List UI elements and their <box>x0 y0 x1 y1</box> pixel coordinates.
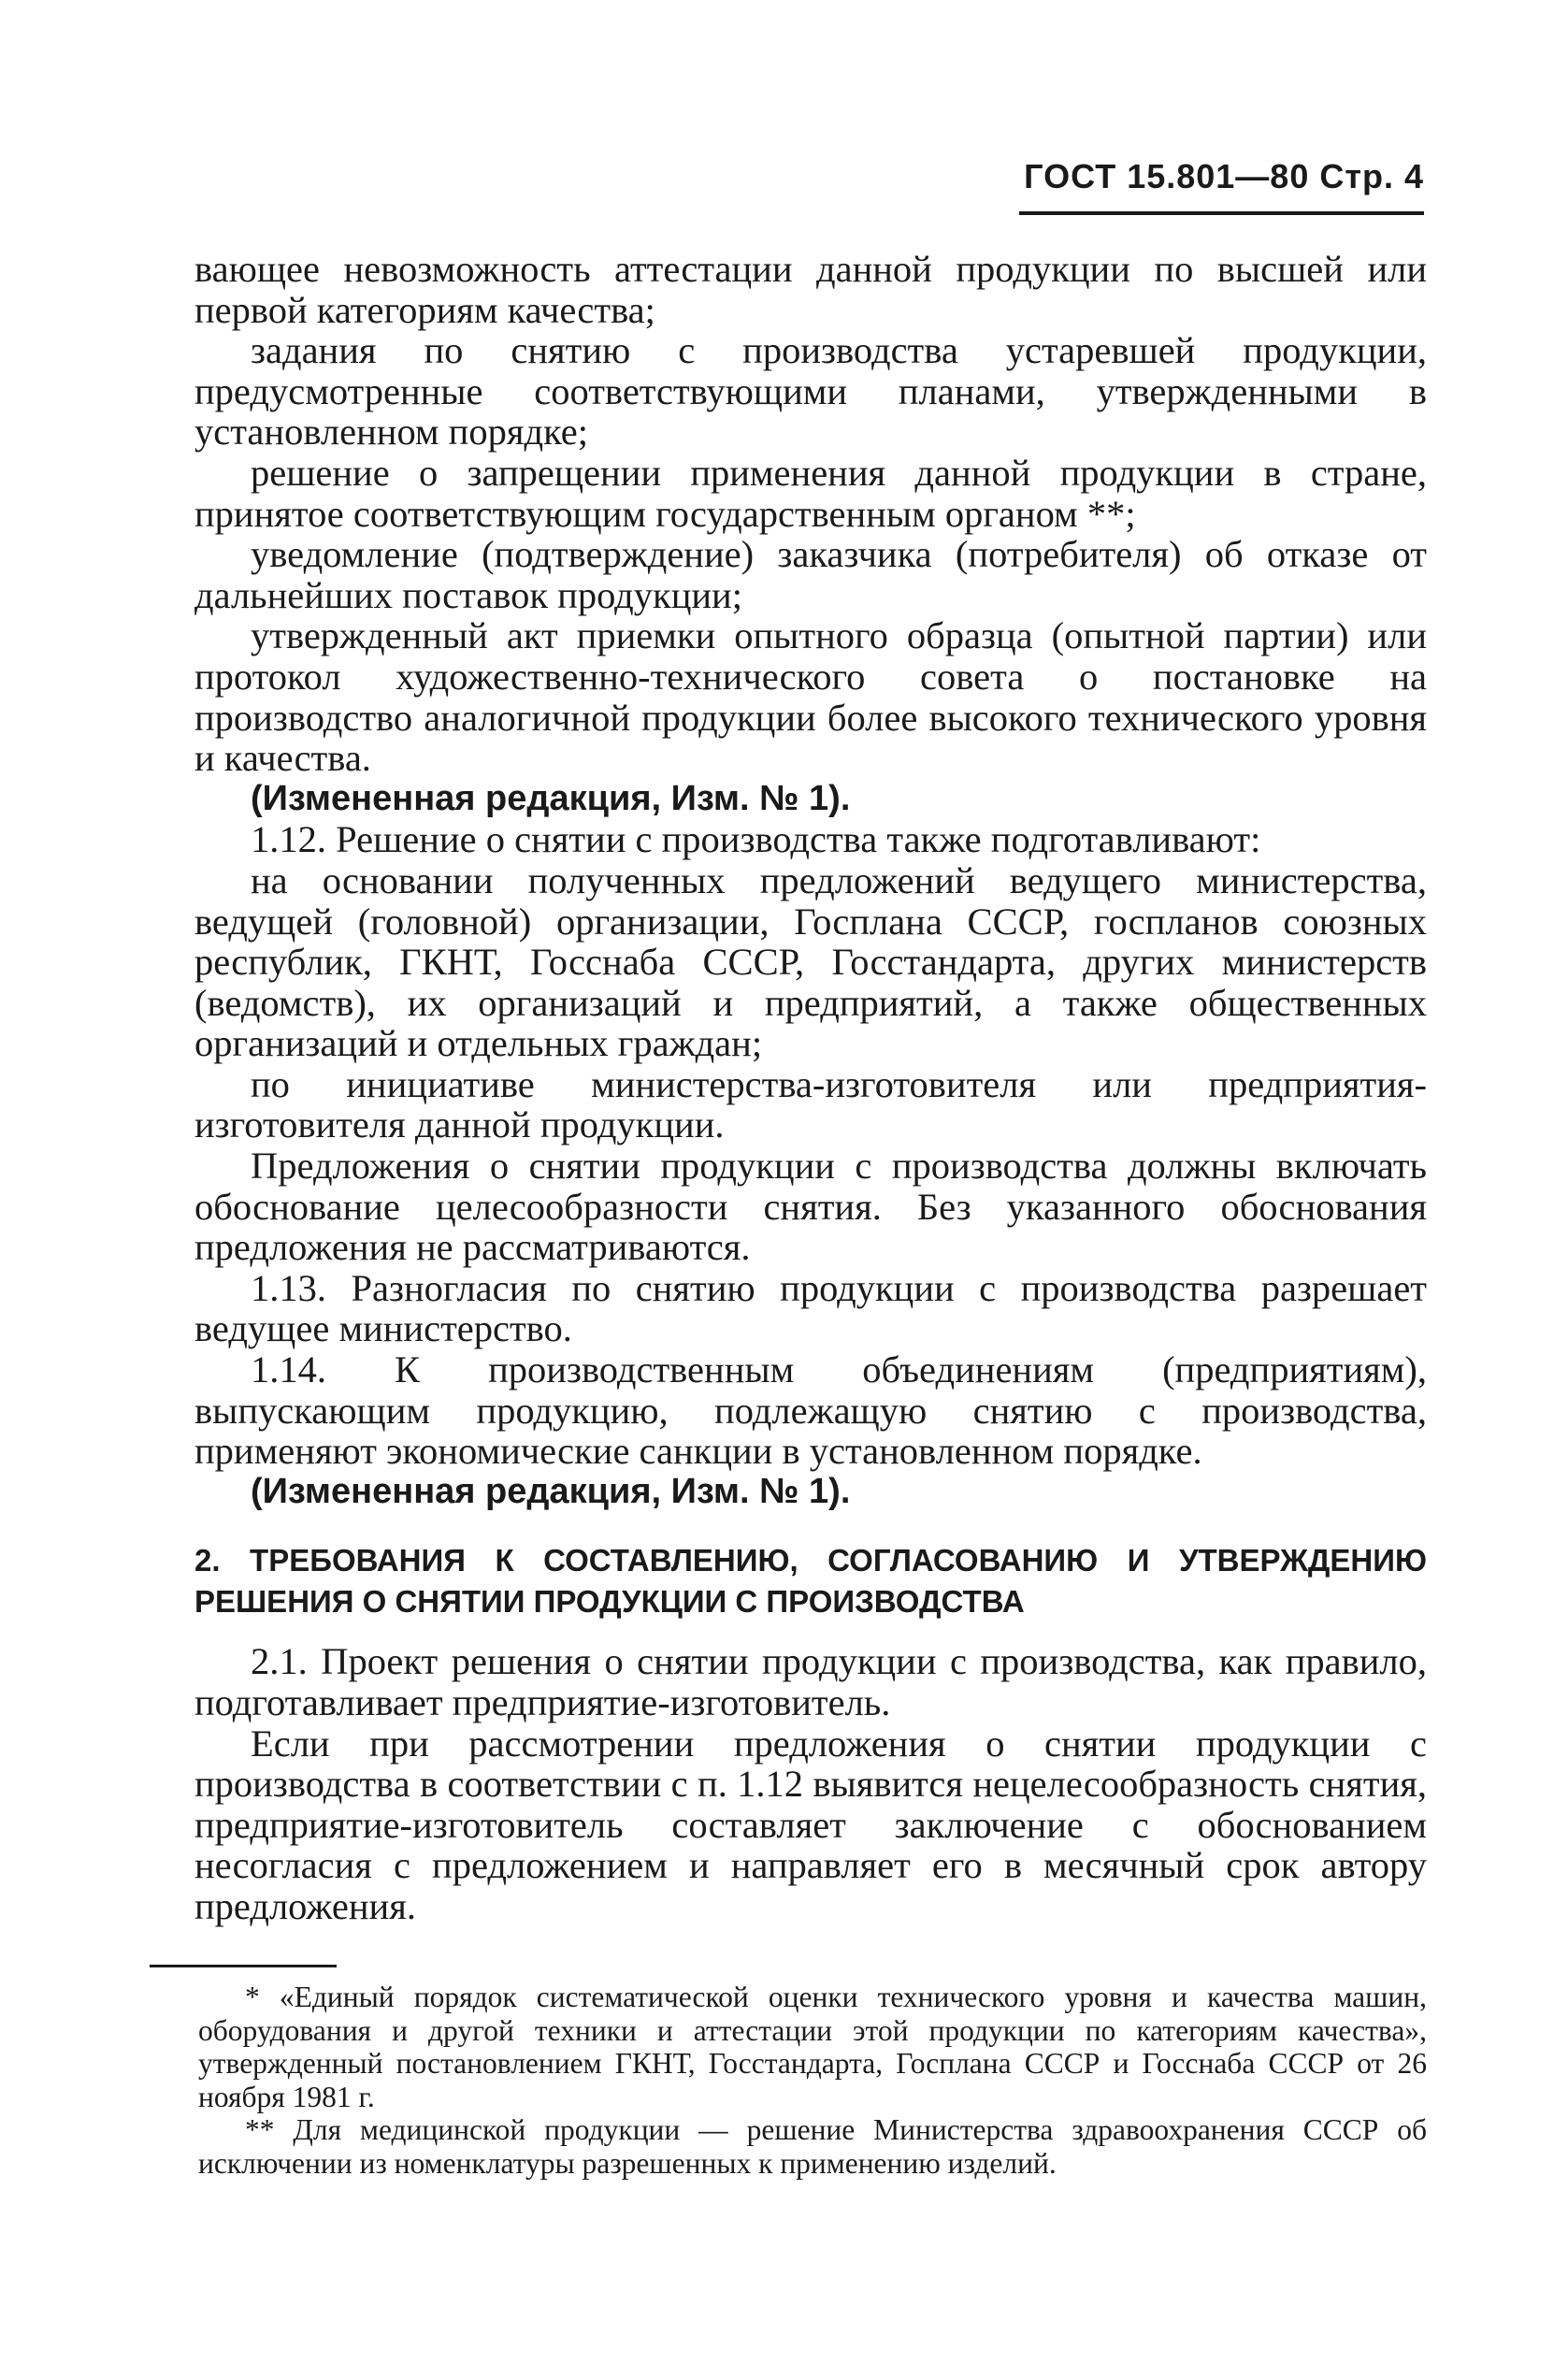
paragraph: уведомление (подтверждение) заказчика (потребителя) об отказе от дальнейших поставок продукции; <box>194 533 1427 616</box>
paragraph: утвержденный акт приемки опытного образца (опытной партии) или протокол художественно-технического совета о постановке на производство аналогичной продукции более высокого технического уровня и качества. <box>194 614 1427 780</box>
document-body <box>194 249 1427 1927</box>
paragraph: Если при рассмотрении предложения о снятии продукции с производства в соответствии с п. 1.12 выявится нецелесообразность снятия, предприятие-изготовитель составляет заключение с обоснованием несогласия с предложением и направляет его в месячный срок автору предложения. <box>194 1722 1427 1927</box>
paragraph: решение о запрещении применения данной продукции в стране, принятое соответствующим государственным органом **; <box>194 451 1427 535</box>
paragraph: по инициативе министерства-изготовителя или предприятия-изготовителя данной продукции. <box>194 1062 1427 1146</box>
paragraph: на основании полученных предложений ведущего министерства, ведущей (головной) организации, Госплана СССР, госпланов союзных республик, ГКНТ, Госснаба СССР, Госстандарта, других министерств (ведомств), их организаций и предприятий, а также общественных организаций и отдельных граждан; <box>194 858 1427 1065</box>
amendment-note: (Измененная редакция, Изм. № 1). <box>251 778 851 818</box>
page-header: ГОСТ 15.801—80 Стр. 4 <box>1024 157 1424 195</box>
clause-2-1: 2.1. Проект решения о снятии продукции с производства, как правило, подготавливает предприятие-изготовитель. <box>194 1640 1427 1723</box>
footnote: ** Для медицинской продукции — решение Министерства здравоохранения СССР об исключении из номенклатуры разрешенных к применению изделий. <box>198 2113 1427 2180</box>
clause-1-12: 1.12. Решение о снятии с производства также подготавливают: <box>251 818 1261 861</box>
footnotes <box>198 1981 1427 2180</box>
clause-1-13: 1.13. Разногласия по снятию продукции с производства разрешает ведущее министерство. <box>194 1266 1427 1350</box>
clause-1-14: 1.14. К производственным объединениям (предприятиям), выпускающим продукцию, подлежащую снятию с производства, применяют экономические санкции в установленном порядке. <box>194 1348 1427 1473</box>
section-title: 2. ТРЕБОВАНИЯ К СОСТАВЛЕНИЮ, СОГЛАСОВАНИЮ И УТВЕРЖДЕНИЮ РЕШЕНИЯ О СНЯТИИ ПРОДУКЦИИ С ПРОИЗВОДСТВА <box>194 1543 1427 1620</box>
footnote: * «Единый порядок систематической оценки технического уровня и качества машин, оборудования и другой техники и аттестации этой продукции по категориям качества», утвержденный постановлением ГКНТ, Госстандарта, Госплана СССР и Госснаба СССР от 26 ноября 1981 г. <box>198 1981 1427 2113</box>
footnote-rule <box>150 1965 337 1967</box>
header-rule <box>1019 211 1424 215</box>
paragraph: задания по снятию с производства устаревшей продукции, предусмотренные соответствующими планами, утвержденными в установленном порядке; <box>194 329 1427 454</box>
paragraph: вающее невозможность аттестации данной продукции по высшей или первой категориям качества; <box>194 248 1427 331</box>
amendment-note: (Измененная редакция, Изм. № 1). <box>251 1471 851 1511</box>
paragraph: Предложения о снятии продукции с производства должны включать обоснование целесообразности снятия. Без указанного обоснования предложения не рассматриваются. <box>194 1145 1427 1269</box>
